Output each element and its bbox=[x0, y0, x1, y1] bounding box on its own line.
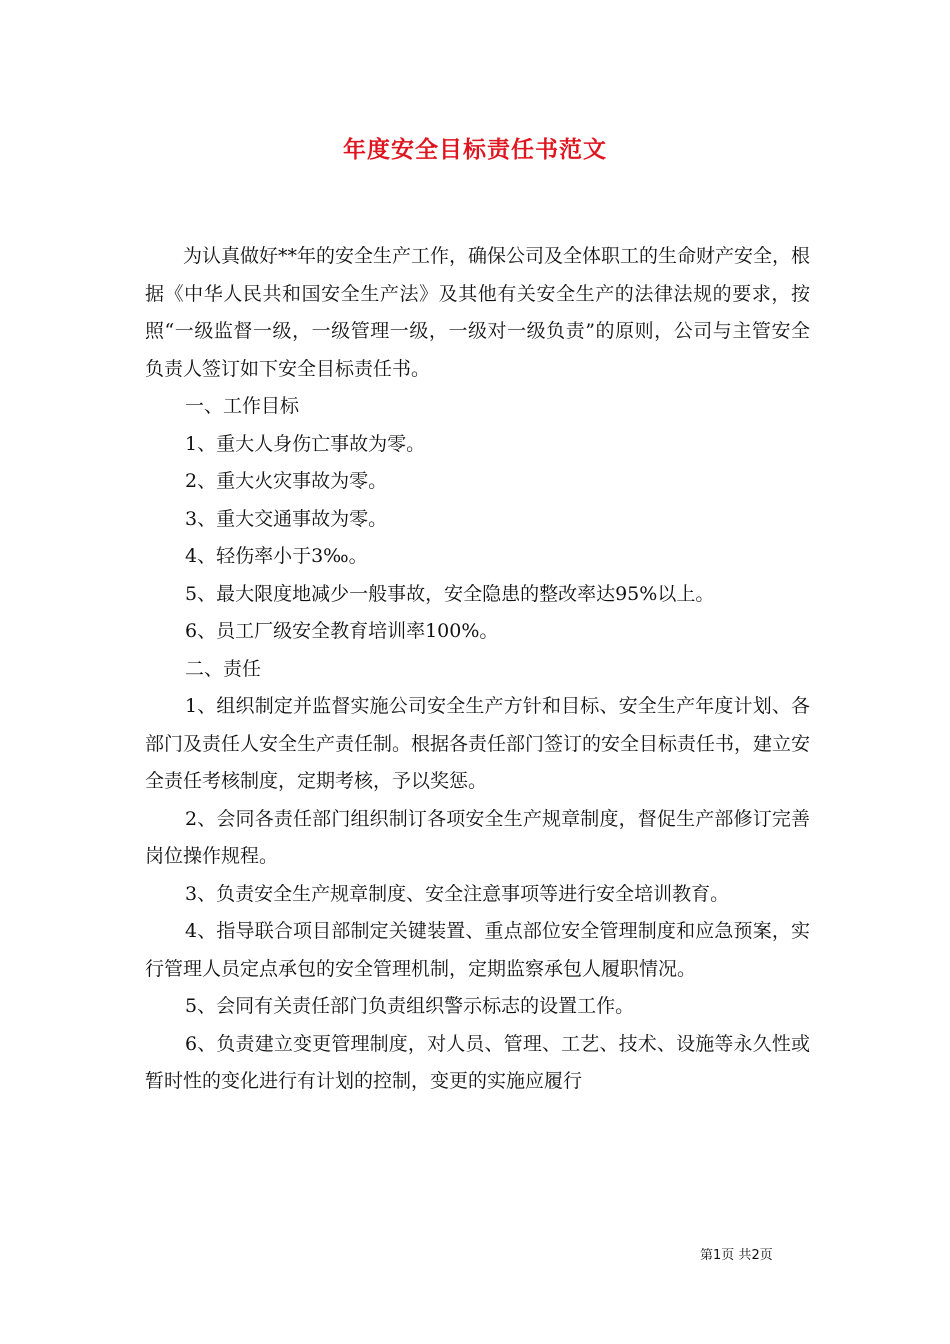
footer-suffix: 页 bbox=[759, 1248, 773, 1263]
goal-item: 1、重大人身伤亡事故为零。 bbox=[185, 432, 426, 455]
duty-item: 3、负责安全生产规章制度、安全注意事项等进行安全培训教育。 bbox=[185, 882, 730, 905]
duty-item: 1、组织制定并监督实施公司安全生产方针和目标、安全生产年度计划、各部门及责任人安全生产责任制。根据各责任部门签订的安全目标责任书，建立安全责任考核制度，定期考核，予以奖惩。 bbox=[145, 695, 811, 792]
total-pages-number: 2 bbox=[751, 1248, 760, 1263]
goal-item: 2、重大火灾事故为零。 bbox=[185, 470, 388, 492]
section-heading-goals: 一、工作目标 bbox=[185, 395, 300, 417]
goal-item: 4、轻伤率小于3‰。 bbox=[185, 545, 368, 567]
footer-mid: 页 共 bbox=[721, 1248, 752, 1263]
page-footer bbox=[700, 1247, 773, 1265]
document-body bbox=[145, 238, 810, 1101]
document-title: 年度安全目标责任书范文 bbox=[343, 136, 607, 163]
duty-item: 6、负责建立变更管理制度，对人员、管理、工艺、技术、设施等永久性或暂时性的变化进行有计划的控制，变更的实施应履行 bbox=[145, 1032, 810, 1092]
goal-item: 6、员工厂级安全教育培训率100%。 bbox=[185, 620, 499, 642]
duty-item: 5、会同有关责任部门负责组织警示标志的设置工作。 bbox=[185, 995, 635, 1017]
duty-item: 4、指导联合项目部制定关键装置、重点部位安全管理制度和应急预案，实行管理人员定点承包的安全管理机制，定期监察承包人履职情况。 bbox=[145, 920, 810, 980]
duty-item: 2、会同各责任部门组织制订各项安全生产规章制度，督促生产部修订完善岗位操作规程。 bbox=[145, 807, 810, 867]
goal-item: 3、重大交通事故为零。 bbox=[185, 507, 388, 530]
goal-item: 5、最大限度地减少一般事故，安全隐患的整改率达95%以上。 bbox=[185, 582, 715, 605]
footer-prefix: 第 bbox=[700, 1248, 714, 1263]
section-heading-duties: 二、责任 bbox=[185, 657, 262, 680]
current-page-number: 1 bbox=[713, 1248, 722, 1263]
intro-paragraph: 为认真做好**年的安全生产工作，确保公司及全体职工的生命财产安全，根据《中华人民共和国安全生产法》及其他有关安全生产的法律法规的要求，按照“一级监督一级，一级管理一级，一级对一级负责”的原则，公司与主管安全负责人签订如下安全目标责任书。 bbox=[145, 245, 811, 380]
